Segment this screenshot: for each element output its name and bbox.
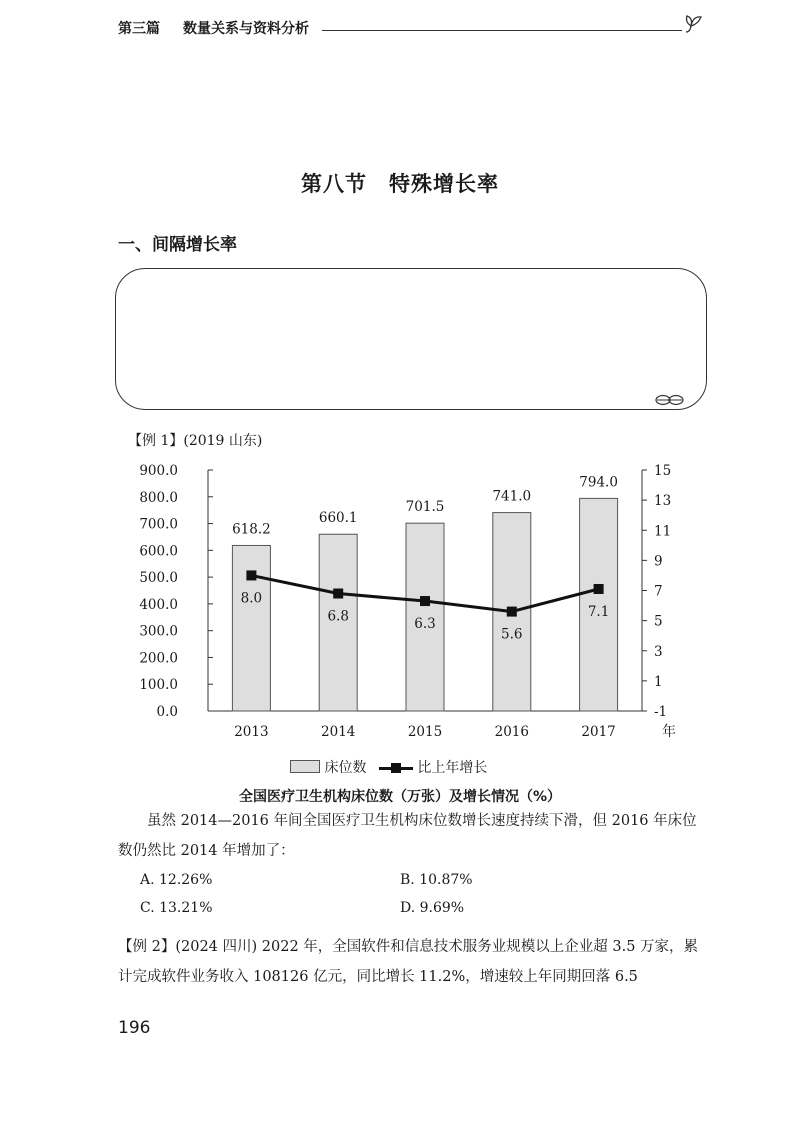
- growth-value-label: 5.6: [501, 626, 523, 643]
- y-right-tick-label: 7: [654, 583, 663, 600]
- chart-caption: 全国医疗卫生机构床位数（万张）及增长情况（%）: [238, 789, 562, 805]
- y-left-tick-label: 600.0: [139, 543, 178, 560]
- growth-value-label: 6.3: [414, 616, 436, 633]
- x-tick-label: 2017: [581, 724, 616, 740]
- example1-label: 【例 1】(2019 山东): [128, 433, 263, 449]
- option-b: B. 10.87%: [400, 872, 473, 888]
- y-left-tick-label: 400.0: [139, 596, 178, 613]
- y-left-tick-label: 100.0: [139, 677, 178, 694]
- y-right-tick-label: 15: [654, 463, 672, 479]
- y-left-tick-label: 200.0: [139, 650, 178, 667]
- y-right-tick-label: 9: [654, 553, 663, 570]
- option-a: A. 12.26%: [140, 872, 213, 888]
- y-left-tick-label: 300.0: [139, 623, 178, 640]
- y-left-tick-label: 800.0: [139, 489, 178, 506]
- y-right-tick-label: 3: [654, 643, 663, 660]
- x-tick-label: 2013: [234, 724, 269, 740]
- page-number: 196: [118, 1018, 151, 1038]
- header-rule: [322, 30, 682, 31]
- x-tick-label: 2014: [321, 724, 356, 740]
- example1-question: 虽然 2014—2016 年间全国医疗卫生机构床位数增长速度持续下滑，但 2016 年床位数仍然比 2014 年增加了：: [118, 813, 697, 859]
- bar: [232, 545, 270, 711]
- x-tick-label: 2016: [494, 724, 529, 740]
- y-right-tick-label: 13: [654, 493, 672, 510]
- option-d: D. 9.69%: [400, 900, 465, 916]
- x-tick-label: 2015: [407, 724, 443, 740]
- growth-marker: [507, 607, 517, 617]
- chart-legend: [290, 757, 487, 777]
- growth-marker: [420, 596, 430, 606]
- bar-value-label: 660.1: [318, 510, 358, 527]
- bar-value-label: 741.0: [492, 488, 532, 505]
- y-right-tick-label: 1: [654, 673, 663, 690]
- note-box: [115, 268, 707, 410]
- header-part: 第三篇: [118, 21, 160, 37]
- growth-marker: [594, 584, 604, 594]
- bar-value-label: 618.2: [232, 521, 271, 538]
- y-left-tick-label: 0.0: [156, 704, 178, 720]
- y-right-tick-label: 5: [654, 613, 663, 630]
- bar-value-label: 794.0: [579, 474, 618, 491]
- option-c: C. 13.21%: [140, 900, 213, 916]
- section-number: 第八节: [301, 171, 367, 196]
- section-title: [0, 168, 800, 198]
- bed-count-chart: [120, 458, 680, 748]
- legend-line-swatch: [379, 762, 413, 774]
- growth-marker: [246, 570, 256, 580]
- y-right-tick-label: -1: [654, 704, 668, 720]
- legend-bar-swatch: [290, 760, 320, 773]
- sprout-icon: [682, 12, 708, 36]
- example2-text: 【例 2】(2024 四川) 2022 年，全国软件和信息技术服务业规模以上企业超 3.5 万家，累计完成软件业务收入 108126 亿元，同比增长 11.2%，增速较上年同期回落 6.5: [118, 939, 699, 985]
- y-right-tick-label: 11: [654, 523, 672, 540]
- y-left-tick-label: 700.0: [139, 516, 178, 533]
- legend-line-label: 比上年增长: [417, 760, 488, 776]
- header-chapter: 数量关系与资料分析: [183, 21, 309, 37]
- x-axis-unit: 年: [662, 724, 676, 740]
- subsection-title: 一、间隔增长率: [118, 235, 237, 255]
- bar-value-label: 701.5: [405, 499, 445, 516]
- growth-value-label: 6.8: [327, 608, 349, 625]
- growth-value-label: 7.1: [587, 603, 610, 620]
- legend-bar-label: 床位数: [324, 760, 367, 776]
- y-left-tick-label: 900.0: [139, 463, 178, 479]
- growth-value-label: 8.0: [240, 590, 263, 607]
- y-left-tick-label: 500.0: [139, 570, 178, 587]
- leaf-icon: [655, 393, 685, 407]
- section-name: 特殊增长率: [389, 171, 499, 196]
- growth-marker: [333, 589, 343, 599]
